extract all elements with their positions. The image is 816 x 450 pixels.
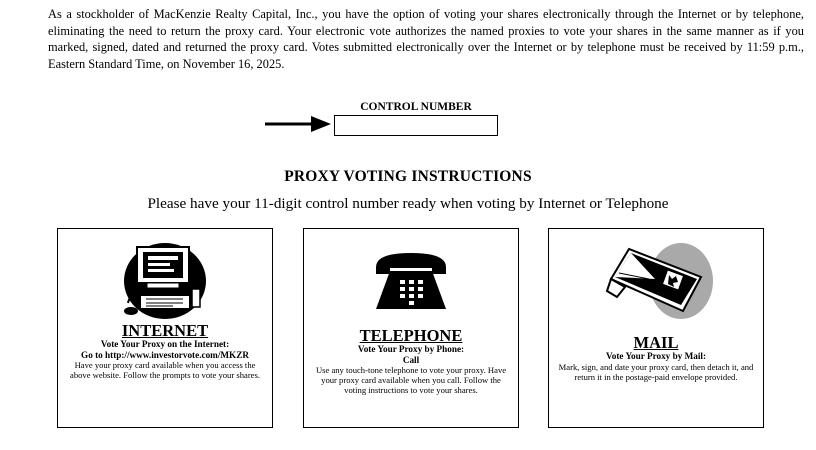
mail-heading: MAIL — [633, 333, 679, 352]
control-number-box — [334, 115, 498, 136]
intro-paragraph: As a stockholder of MacKenzie Realty Capital, Inc., you have the option of voting your shares electronically through the Internet or by telephone, eliminating the need to return the proxy card. Your electronic vote authorizes the named proxies to vote your shares in the same manner as if you marked, signed, dated and returned the proxy card. Votes submitted electronically over the Internet or by telephone must be received by 11:59 p.m., Eastern Standard Time, on November 16, 2025. — [48, 7, 804, 71]
internet-url: Go to http://www.investorvote.com/MKZR — [81, 349, 249, 360]
telephone-icon — [304, 247, 518, 315]
telephone-sub-1: Vote Your Proxy by Phone: — [357, 344, 465, 354]
arrow-right-icon — [265, 114, 331, 134]
mail-icon — [549, 239, 763, 329]
telephone-heading: TELEPHONE — [359, 326, 463, 345]
internet-instructions: Have your proxy card available when you access the above website. Follow the prompts to vote your shares. — [70, 360, 260, 381]
telephone-instructions: Use any touch-tone telephone to vote your proxy. Have your proxy card available when you call. Follow the voting instructions to vote your shares. — [315, 365, 507, 396]
page-subtitle: Please have your 11-digit control number ready when voting by Internet or Telephone — [147, 195, 669, 212]
mail-sub-1: Vote Your Proxy by Mail: — [605, 351, 707, 361]
internet-card — [57, 228, 273, 428]
computer-icon — [58, 237, 272, 323]
mail-instructions: Mark, sign, and date your proxy card, then detach it, and return it in the postage-paid envelope provided. — [558, 361, 754, 382]
telephone-call: Call — [402, 354, 420, 365]
page-title: PROXY VOTING INSTRUCTIONS — [284, 168, 532, 185]
internet-heading: INTERNET — [121, 321, 209, 340]
telephone-card — [303, 228, 519, 428]
internet-sub-1: Vote Your Proxy on the Internet: — [100, 339, 230, 349]
control-number-label: CONTROL NUMBER — [360, 101, 472, 113]
mail-card — [548, 228, 764, 428]
